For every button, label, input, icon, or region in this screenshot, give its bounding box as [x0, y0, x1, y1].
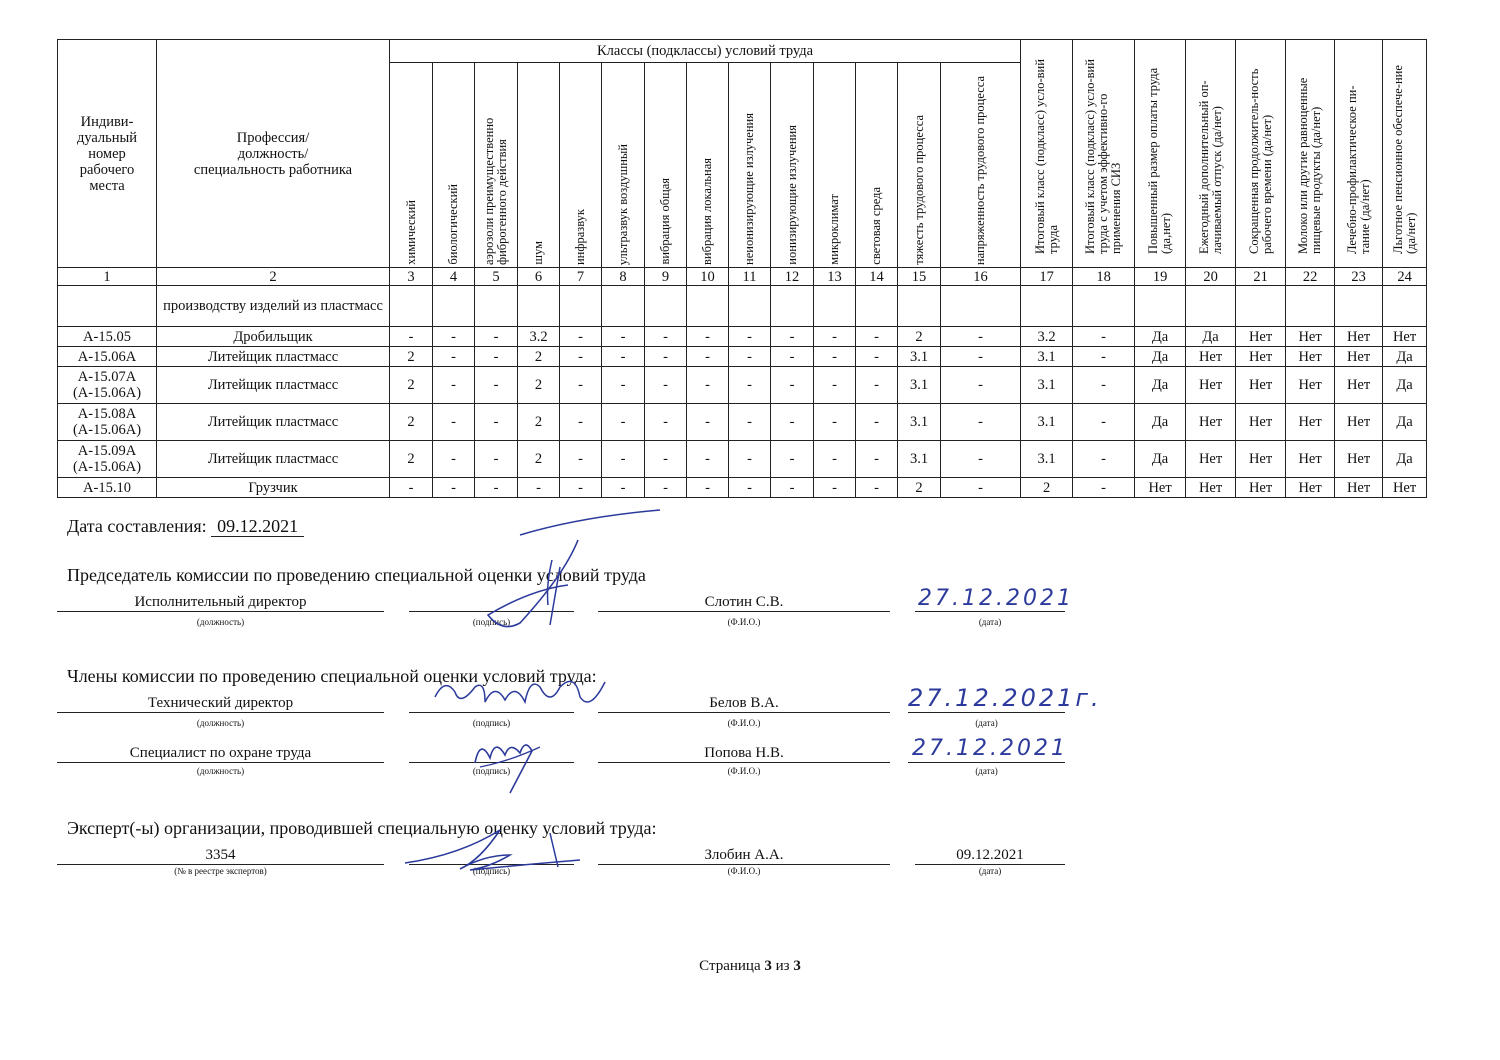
workplace-id-cell: А-15.08А (А-15.06А): [58, 404, 157, 441]
value-cell: -: [771, 347, 814, 367]
value-cell: -: [433, 478, 475, 498]
value-cell: Нет: [1383, 478, 1427, 498]
header-pension: [1383, 40, 1427, 268]
header-row-group: [58, 40, 1427, 63]
caption-position: (должность): [196, 617, 245, 627]
value-cell: Нет: [1286, 478, 1335, 498]
chairman-heading: Председатель комиссии по проведению специальной оценки условий труда: [67, 565, 646, 585]
profession-cell: Дробильщик: [157, 327, 390, 347]
column-number-cell: 16: [941, 268, 1021, 286]
value-cell: -: [433, 441, 475, 478]
group-row-empty: [1073, 286, 1135, 327]
group-row-empty: [898, 286, 941, 327]
value-cell: -: [856, 347, 898, 367]
member-2-name: Попова Н.В.: [598, 744, 890, 763]
expert-date: 09.12.2021: [915, 846, 1065, 865]
value-cell: Нет: [1186, 441, 1236, 478]
value-cell: Нет: [1286, 404, 1335, 441]
value-cell: 2: [390, 367, 433, 404]
column-number-cell: 14: [856, 268, 898, 286]
value-cell: 2: [390, 441, 433, 478]
value-cell: -: [814, 347, 856, 367]
value-cell: -: [687, 367, 729, 404]
value-cell: -: [560, 404, 602, 441]
group-row-empty: [687, 286, 729, 327]
value-cell: -: [729, 327, 771, 347]
column-number-cell: 18: [1073, 268, 1135, 286]
header-classes-group: Классы (подклассы) условий труда: [390, 40, 1021, 63]
value-cell: -: [1073, 478, 1135, 498]
value-cell: -: [475, 441, 518, 478]
value-cell: 3.2: [518, 327, 560, 347]
value-cell: Нет: [1186, 367, 1236, 404]
workplace-id-cell: А-15.06А: [58, 347, 157, 367]
value-cell: -: [814, 478, 856, 498]
header-factor-text: световая среда: [869, 187, 883, 265]
column-number-cell: 3: [390, 268, 433, 286]
member-1-date-handwritten: 27.12.2021г.: [908, 684, 1102, 712]
column-number-cell: 13: [814, 268, 856, 286]
header-factor-infrasound: [560, 63, 602, 268]
value-cell: -: [771, 404, 814, 441]
member-1-position: Технический директор: [57, 694, 384, 713]
value-cell: Да: [1383, 404, 1427, 441]
header-factor-text: микроклимат: [827, 194, 841, 265]
value-cell: -: [856, 404, 898, 441]
value-cell: -: [390, 478, 433, 498]
workplace-id-cell: А-15.09А (А-15.06А): [58, 441, 157, 478]
value-cell: 2: [390, 347, 433, 367]
header-factor-text: вибрация локальная: [700, 158, 714, 265]
header-factor-vibration-local: [687, 63, 729, 268]
table-row: [58, 327, 1427, 347]
column-number-cell: 6: [518, 268, 560, 286]
value-cell: Да: [1135, 441, 1186, 478]
value-cell: Да: [1186, 327, 1236, 347]
date-compiled: [67, 516, 304, 537]
value-cell: -: [814, 327, 856, 347]
value-cell: -: [560, 327, 602, 347]
value-cell: -: [687, 478, 729, 498]
caption-position: (должность): [196, 718, 245, 728]
header-factor-text: инфразвук: [573, 208, 587, 265]
caption-fio: (Ф.И.О.): [727, 718, 761, 728]
header-therapeutic-food-text: Лечебно-профилактическое пи-тание (да/нет): [1344, 85, 1372, 254]
group-row-empty: [941, 286, 1021, 327]
table-row: [58, 441, 1427, 478]
members-heading: Члены комиссии по проведению специальной оценки условий труда:: [67, 666, 597, 686]
value-cell: Да: [1383, 367, 1427, 404]
expert-heading: Эксперт(-ы) организации, проводившей специальную оценку условий труда:: [67, 818, 657, 838]
column-number-cell: 15: [898, 268, 941, 286]
column-number-cell: 1: [58, 268, 157, 286]
value-cell: -: [645, 347, 687, 367]
header-factor-ionizing: [771, 63, 814, 268]
group-row-empty: [560, 286, 602, 327]
header-factor-biological: [433, 63, 475, 268]
group-row-empty: [1335, 286, 1383, 327]
column-number-cell: 8: [602, 268, 645, 286]
value-cell: 3.1: [898, 347, 941, 367]
value-cell: Нет: [1335, 404, 1383, 441]
header-factor-text: напряженность трудового процесса: [973, 75, 988, 265]
value-cell: -: [729, 367, 771, 404]
header-profession-text: Профессия/ должность/ специальность работника: [193, 129, 353, 178]
column-number-cell: 2: [157, 268, 390, 286]
profession-cell: Литейщик пластмасс: [157, 441, 390, 478]
column-number-cell: 4: [433, 268, 475, 286]
value-cell: -: [645, 327, 687, 347]
table-row: [58, 478, 1427, 498]
value-cell: 3.1: [1021, 404, 1073, 441]
value-cell: -: [475, 327, 518, 347]
value-cell: Нет: [1383, 327, 1427, 347]
value-cell: 2: [518, 347, 560, 367]
group-row-empty: [1383, 286, 1427, 327]
value-cell: Нет: [1236, 347, 1286, 367]
value-cell: Нет: [1286, 441, 1335, 478]
table-body: [58, 40, 1427, 498]
workplace-id-cell: А-15.05: [58, 327, 157, 347]
value-cell: -: [941, 404, 1021, 441]
header-final-class-text: Итоговый класс (подкласс) усло-вий труда: [1032, 58, 1060, 254]
header-factor-ultrasound: [602, 63, 645, 268]
workplace-id-cell: А-15.10: [58, 478, 157, 498]
header-profession: [157, 40, 390, 268]
value-cell: -: [433, 404, 475, 441]
header-factor-text: химический: [403, 200, 418, 265]
chairman-signature: [460, 505, 670, 640]
caption-position: (должность): [196, 766, 245, 776]
value-cell: -: [602, 441, 645, 478]
value-cell: -: [729, 478, 771, 498]
header-pension-text: Льготное пенсионное обеспече-ние (да/нет): [1390, 64, 1418, 254]
header-factor-text: шум: [531, 241, 545, 265]
value-cell: -: [1073, 367, 1135, 404]
member-2-signature: [470, 733, 550, 795]
caption-signature: (подпись): [472, 718, 511, 728]
value-cell: 3.1: [898, 441, 941, 478]
header-reduced-hours: [1236, 40, 1286, 268]
group-row-empty: [1021, 286, 1073, 327]
footer-total-pages: 3: [793, 958, 801, 974]
header-factor-lighting: [856, 63, 898, 268]
value-cell: 2: [898, 327, 941, 347]
group-row-empty: [771, 286, 814, 327]
value-cell: 2: [1021, 478, 1073, 498]
value-cell: 2: [518, 404, 560, 441]
value-cell: Нет: [1236, 404, 1286, 441]
value-cell: -: [1073, 441, 1135, 478]
value-cell: 2: [518, 367, 560, 404]
caption-date: (дата): [978, 866, 1002, 876]
value-cell: 3.1: [1021, 441, 1073, 478]
column-number-cell: 5: [475, 268, 518, 286]
group-row: [58, 286, 1427, 327]
header-milk: [1286, 40, 1335, 268]
value-cell: -: [433, 367, 475, 404]
table-row: [58, 367, 1427, 404]
column-number-cell: 21: [1236, 268, 1286, 286]
value-cell: -: [687, 327, 729, 347]
profession-cell: Литейщик пластмасс: [157, 404, 390, 441]
value-cell: 2: [518, 441, 560, 478]
column-number-cell: 11: [729, 268, 771, 286]
value-cell: -: [475, 367, 518, 404]
value-cell: Нет: [1236, 441, 1286, 478]
value-cell: Да: [1383, 441, 1427, 478]
header-therapeutic-food: [1335, 40, 1383, 268]
value-cell: -: [602, 367, 645, 404]
value-cell: -: [560, 441, 602, 478]
profession-cell: Грузчик: [157, 478, 390, 498]
value-cell: -: [856, 367, 898, 404]
value-cell: Нет: [1286, 367, 1335, 404]
caption-registry: (№ в реестре экспертов): [174, 866, 267, 876]
value-cell: -: [729, 441, 771, 478]
value-cell: -: [475, 478, 518, 498]
value-cell: -: [1073, 327, 1135, 347]
value-cell: -: [687, 404, 729, 441]
value-cell: -: [771, 367, 814, 404]
chairman-name: Слотин С.В.: [598, 593, 890, 612]
member-1-signature: [430, 672, 610, 722]
value-cell: -: [1073, 347, 1135, 367]
group-row-empty: [645, 286, 687, 327]
value-cell: -: [729, 347, 771, 367]
header-factor-aerosols: [475, 63, 518, 268]
caption-signature: (подпись): [472, 866, 511, 876]
column-number-cell: 12: [771, 268, 814, 286]
column-number-cell: 7: [560, 268, 602, 286]
caption-signature: (подпись): [472, 766, 511, 776]
value-cell: -: [941, 327, 1021, 347]
expert-name: Злобин А.А.: [598, 846, 890, 865]
value-cell: Нет: [1335, 347, 1383, 367]
value-cell: Да: [1135, 404, 1186, 441]
group-row-empty: [729, 286, 771, 327]
column-number-cell: 19: [1135, 268, 1186, 286]
header-final-class-ppe: [1073, 40, 1135, 268]
header-factor-severity: [898, 63, 941, 268]
header-reduced-hours-text: Сокращенная продолжитель-ность рабочего времени (да/нет): [1246, 68, 1274, 254]
value-cell: 3.1: [1021, 367, 1073, 404]
expert-registry-number: 3354: [57, 846, 384, 865]
column-number-cell: 17: [1021, 268, 1073, 286]
value-cell: Нет: [1135, 478, 1186, 498]
value-cell: -: [475, 347, 518, 367]
value-cell: 2: [898, 478, 941, 498]
footer-current-page: 3: [764, 958, 772, 974]
value-cell: -: [560, 347, 602, 367]
column-number-cell: 23: [1335, 268, 1383, 286]
sout-summary-table: [57, 39, 1427, 498]
caption-fio: (Ф.И.О.): [727, 866, 761, 876]
header-workplace-id: [58, 40, 157, 268]
column-number-row: [58, 268, 1427, 286]
value-cell: Да: [1135, 327, 1186, 347]
value-cell: Нет: [1236, 478, 1286, 498]
header-workplace-id-text: Индиви- дуальный номер рабочего места: [76, 113, 138, 194]
header-factor-intensity: [941, 63, 1021, 268]
caption-signature: (подпись): [472, 617, 511, 627]
header-factor-microclimate: [814, 63, 856, 268]
value-cell: -: [645, 367, 687, 404]
group-row-empty-id: [58, 286, 157, 327]
group-row-empty: [433, 286, 475, 327]
value-cell: -: [602, 478, 645, 498]
value-cell: -: [560, 478, 602, 498]
group-row-empty: [1286, 286, 1335, 327]
value-cell: -: [560, 367, 602, 404]
member-2-date-handwritten: 27.12.2021: [912, 736, 1068, 761]
value-cell: -: [941, 367, 1021, 404]
column-number-cell: 22: [1286, 268, 1335, 286]
group-row-empty: [814, 286, 856, 327]
group-row-empty: [1236, 286, 1286, 327]
header-factor-text: неионизирующие излучения: [742, 113, 756, 265]
member-2-position: Специалист по охране труда: [57, 744, 384, 763]
column-number-cell: 9: [645, 268, 687, 286]
value-cell: Нет: [1335, 441, 1383, 478]
header-factor-text: тяжесть трудового процесса: [911, 115, 926, 265]
value-cell: -: [1073, 404, 1135, 441]
header-factor-noise: [518, 63, 560, 268]
header-increased-pay: [1135, 40, 1186, 268]
value-cell: -: [856, 441, 898, 478]
value-cell: -: [729, 404, 771, 441]
header-factor-vibration-general: [645, 63, 687, 268]
group-row-empty: [1186, 286, 1236, 327]
value-cell: Нет: [1335, 478, 1383, 498]
value-cell: -: [390, 327, 433, 347]
member-1-name: Белов В.А.: [598, 694, 890, 713]
value-cell: Нет: [1335, 367, 1383, 404]
page-footer: [0, 958, 1500, 975]
footer-middle: из: [771, 958, 794, 974]
header-factor-text: ультразвук воздушный: [615, 143, 630, 265]
value-cell: -: [814, 441, 856, 478]
value-cell: Нет: [1335, 327, 1383, 347]
table-row: [58, 347, 1427, 367]
value-cell: Да: [1135, 367, 1186, 404]
group-row-empty: [475, 286, 518, 327]
value-cell: -: [771, 441, 814, 478]
value-cell: -: [475, 404, 518, 441]
chairman-position: Исполнительный директор: [57, 593, 384, 612]
value-cell: 2: [390, 404, 433, 441]
value-cell: -: [602, 347, 645, 367]
caption-date: (дата): [978, 617, 1002, 627]
value-cell: -: [645, 441, 687, 478]
header-increased-pay-text: Повышенный размер оплаты труда (да,нет): [1146, 67, 1174, 254]
column-number-cell: 24: [1383, 268, 1427, 286]
value-cell: 3.1: [898, 404, 941, 441]
date-compiled-label: Дата составления:: [67, 516, 207, 536]
date-compiled-value: 09.12.2021: [211, 516, 304, 537]
value-cell: -: [856, 327, 898, 347]
value-cell: -: [433, 327, 475, 347]
value-cell: Да: [1383, 347, 1427, 367]
value-cell: Нет: [1236, 327, 1286, 347]
value-cell: -: [518, 478, 560, 498]
header-factor-text: ионизирующие излучения: [784, 125, 799, 265]
expert-signature: [400, 825, 585, 875]
header-milk-text: Молоко или другие равноценные пищевые продукты (да/нет): [1296, 77, 1324, 254]
value-cell: -: [941, 347, 1021, 367]
table-row: [58, 404, 1427, 441]
value-cell: -: [602, 404, 645, 441]
value-cell: -: [687, 347, 729, 367]
group-row-empty: [602, 286, 645, 327]
value-cell: -: [856, 478, 898, 498]
header-factor-chemical: [390, 63, 433, 268]
value-cell: -: [645, 404, 687, 441]
group-row-empty: [390, 286, 433, 327]
group-row-empty: [518, 286, 560, 327]
value-cell: -: [433, 347, 475, 367]
value-cell: 3.2: [1021, 327, 1073, 347]
value-cell: Да: [1135, 347, 1186, 367]
column-number-cell: 10: [687, 268, 729, 286]
value-cell: Нет: [1236, 367, 1286, 404]
header-extra-leave: [1186, 40, 1236, 268]
value-cell: -: [771, 327, 814, 347]
column-number-cell: 20: [1186, 268, 1236, 286]
group-row-empty: [1135, 286, 1186, 327]
profession-cell: Литейщик пластмасс: [157, 367, 390, 404]
value-cell: -: [814, 367, 856, 404]
value-cell: Нет: [1286, 347, 1335, 367]
value-cell: Нет: [1186, 404, 1236, 441]
profession-cell: Литейщик пластмасс: [157, 347, 390, 367]
caption-fio: (Ф.И.О.): [727, 766, 761, 776]
value-cell: Нет: [1186, 347, 1236, 367]
value-cell: -: [645, 478, 687, 498]
caption-date: (дата): [975, 718, 998, 728]
header-factor-text: аэрозоли преимущественно фиброгенного действия: [482, 117, 509, 265]
header-factor-text: вибрация общая: [658, 178, 672, 265]
footer-prefix: Страница: [699, 958, 765, 974]
value-cell: 3.1: [898, 367, 941, 404]
workplace-id-cell: А-15.07А (А-15.06А): [58, 367, 157, 404]
value-cell: Нет: [1186, 478, 1236, 498]
header-extra-leave-text: Ежегодный дополнительный оп-лачиваемый отпуск (да/нет): [1196, 79, 1224, 254]
caption-fio: (Ф.И.О.): [727, 617, 761, 627]
header-final-class-ppe-text: Итоговый класс (подкласс) усло-вий труда с учетом эффективно-го применения СИЗ: [1083, 58, 1124, 254]
value-cell: -: [941, 478, 1021, 498]
value-cell: -: [602, 327, 645, 347]
value-cell: -: [687, 441, 729, 478]
header-factor-nonionizing: [729, 63, 771, 268]
chairman-date-handwritten: 27.12.2021: [918, 586, 1074, 611]
group-row-empty: [856, 286, 898, 327]
value-cell: -: [941, 441, 1021, 478]
group-row-label: производству изделий из пластмасс: [157, 286, 390, 327]
value-cell: -: [814, 404, 856, 441]
value-cell: 3.1: [1021, 347, 1073, 367]
value-cell: -: [771, 478, 814, 498]
value-cell: Нет: [1286, 327, 1335, 347]
header-factor-text: биологический: [446, 184, 460, 265]
caption-date: (дата): [975, 766, 998, 776]
header-final-class: [1021, 40, 1073, 268]
